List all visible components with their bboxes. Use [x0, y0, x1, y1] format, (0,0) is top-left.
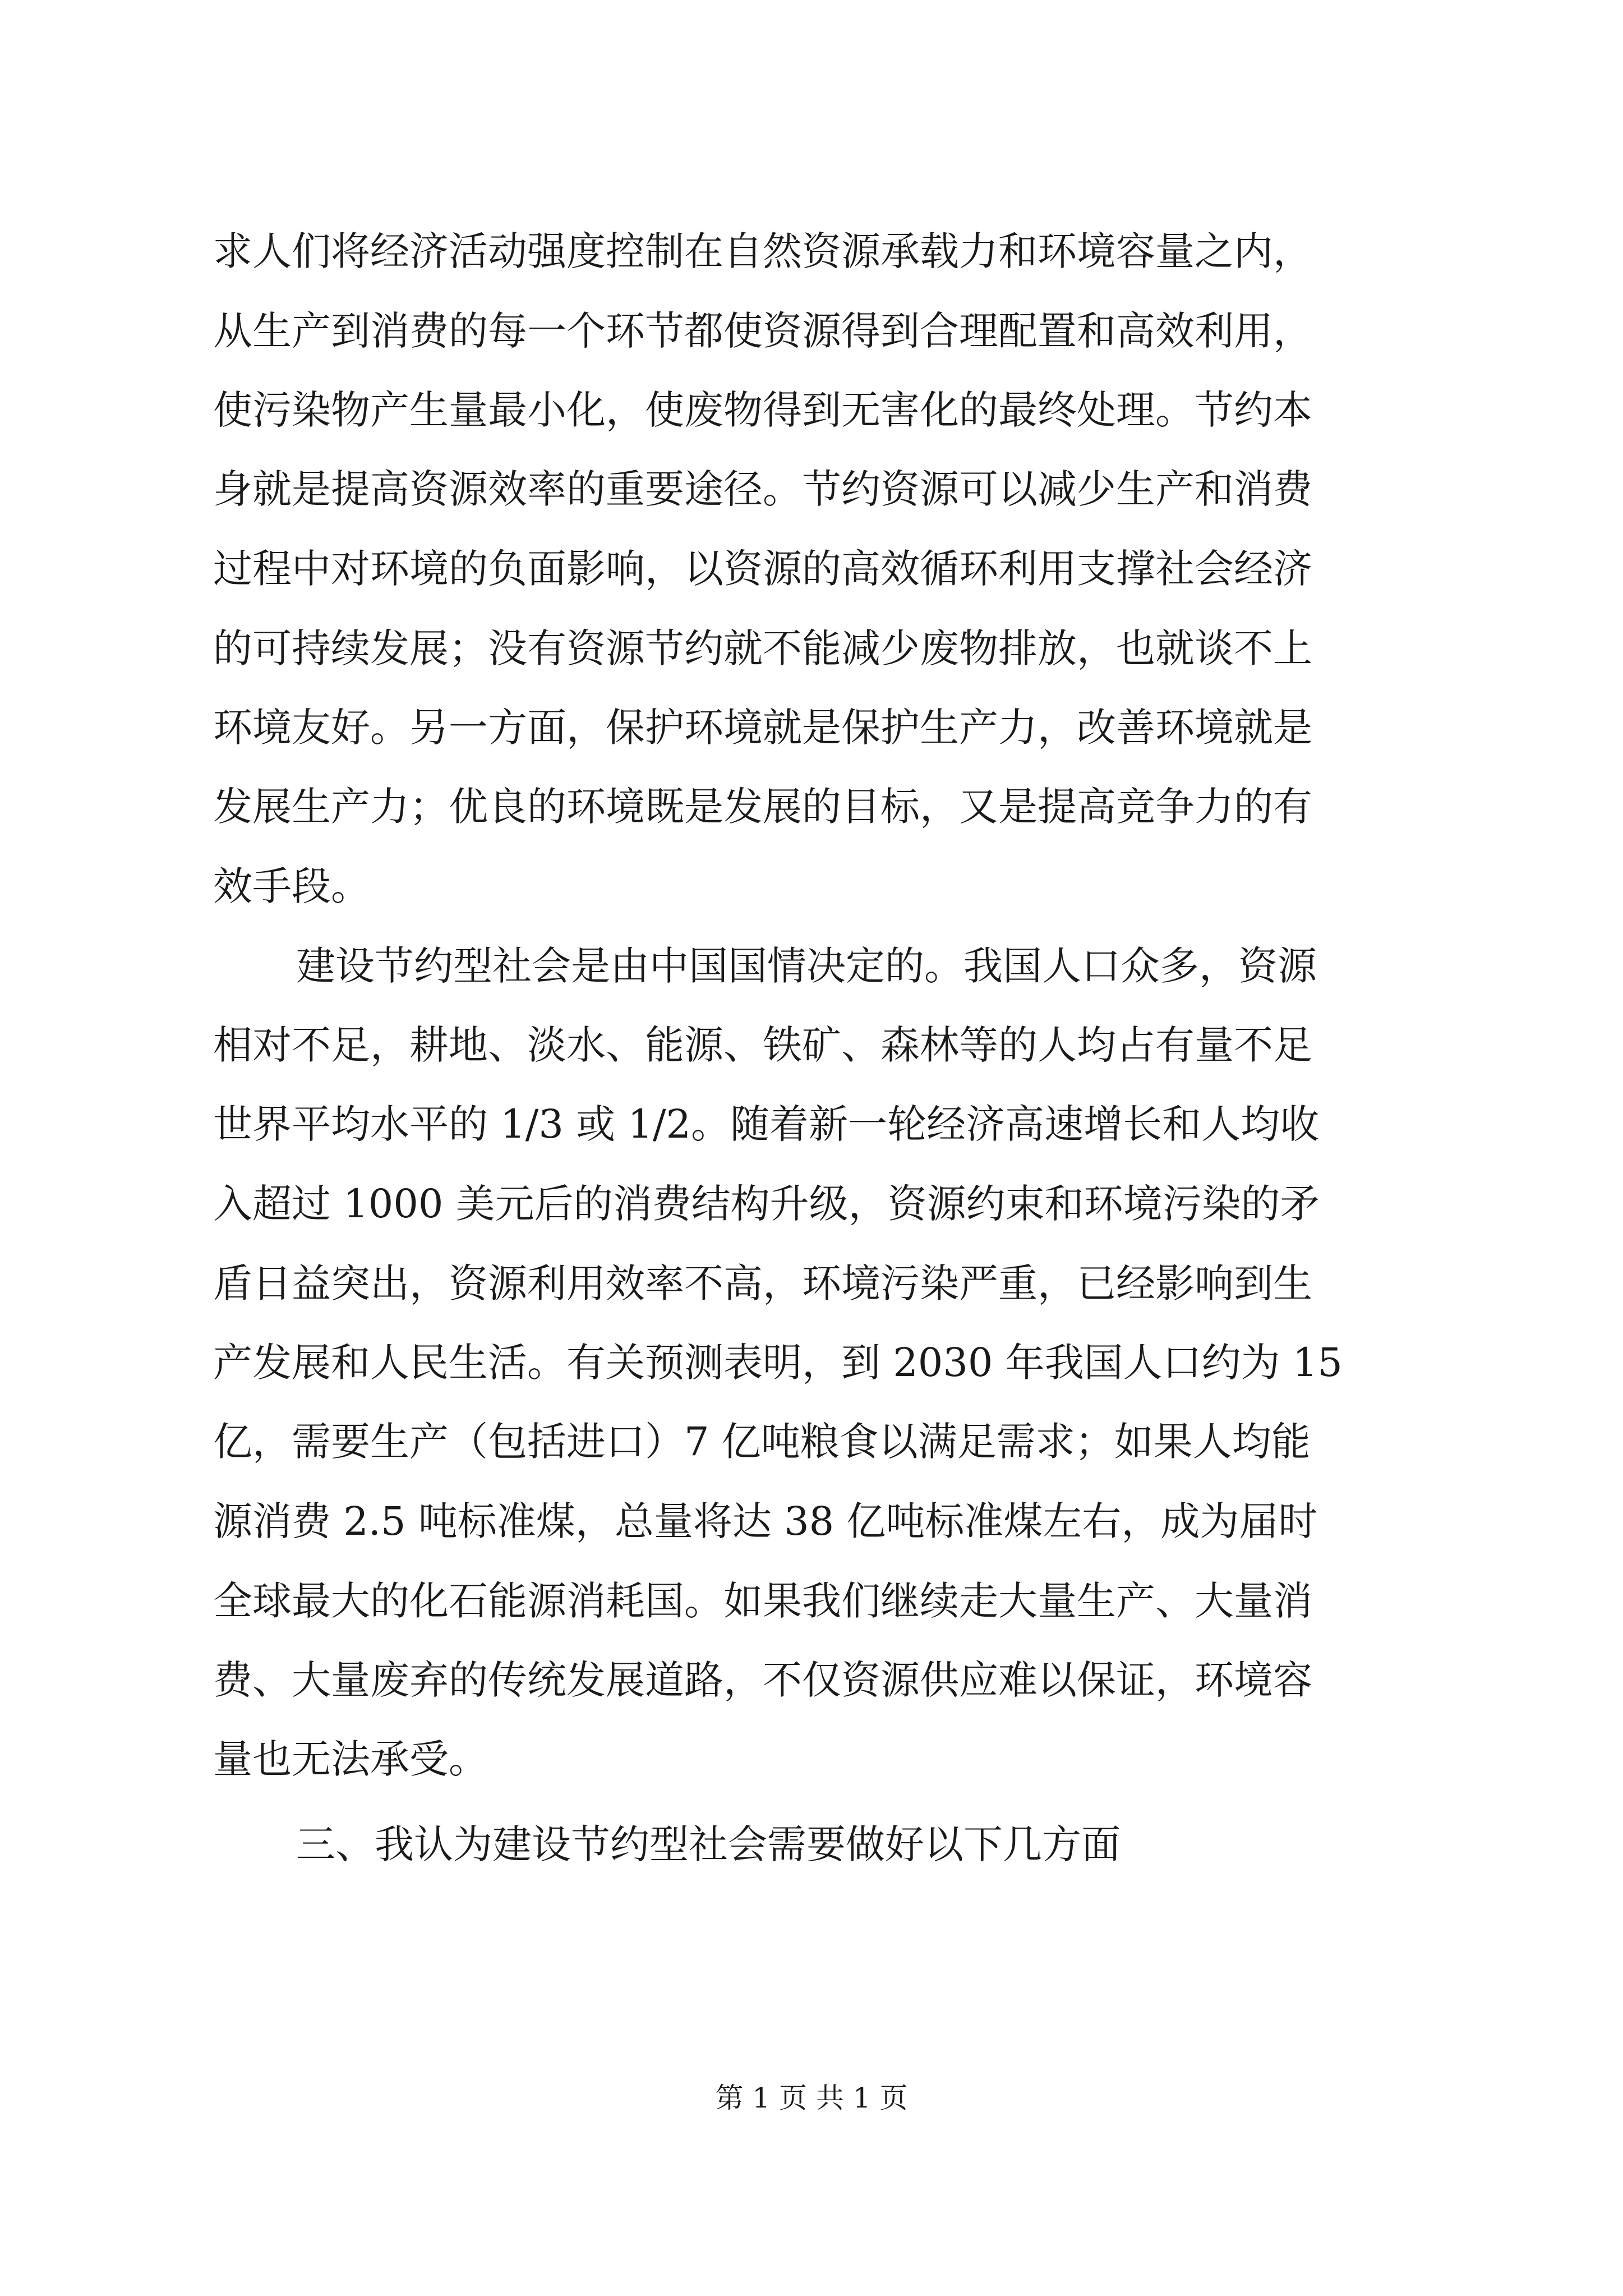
- section-heading: 三、我认为建设节约型社会需要做好以下几方面: [296, 1821, 1121, 1867]
- paragraph-line: 源消费 2.5 吨标准煤，总量将达 38 亿吨标准煤左右，成为届时: [213, 1498, 1318, 1544]
- paragraph-line: 从生产到消费的每一个环节都使资源得到合理配置和高效利用，: [213, 308, 1312, 354]
- paragraph-line: 费、大量废弃的传统发展道路，不仅资源供应难以保证，环境容: [213, 1657, 1312, 1703]
- paragraph-line: 求人们将经济活动强度控制在自然资源承载力和环境容量之内，: [213, 228, 1312, 274]
- paragraph-line: 发展生产力；优良的环境既是发展的目标，又是提高竞争力的有: [213, 784, 1312, 830]
- paragraph-line: 环境友好。另一方面，保护环境就是保护生产力，改善环境就是: [213, 705, 1312, 751]
- paragraph-line: 量也无法承受。: [213, 1736, 488, 1782]
- page-number-footer: 第 1 页 共 1 页: [715, 2082, 908, 2114]
- paragraph-line: 过程中对环境的负面影响，以资源的高效循环利用支撑社会经济: [213, 546, 1312, 592]
- paragraph-line: 建设节约型社会是由中国国情决定的。我国人口众多，资源: [296, 943, 1317, 989]
- paragraph-line: 的可持续发展；没有资源节约就不能减少废物排放，也就谈不上: [213, 625, 1312, 671]
- paragraph-line: 世界平均水平的 1/3 或 1/2。随着新一轮经济高速增长和人均收: [213, 1101, 1320, 1147]
- paragraph-line: 效手段。: [213, 863, 370, 909]
- paragraph-line: 盾日益突出，资源利用效率不高，环境污染严重，已经影响到生: [213, 1260, 1312, 1306]
- paragraph-line: 全球最大的化石能源消耗国。如果我们继续走大量生产、大量消: [213, 1578, 1312, 1624]
- paragraph-line: 亿，需要生产（包括进口）7 亿吨粮食以满足需求；如果人均能: [213, 1419, 1311, 1465]
- paragraph-line: 使污染物产生量最小化，使废物得到无害化的最终处理。节约本: [213, 387, 1312, 433]
- paragraph-line: 身就是提高资源效率的重要途径。节约资源可以减少生产和消费: [213, 466, 1312, 512]
- paragraph-line: 产发展和人民生活。有关预测表明，到 2030 年我国人口约为 15: [213, 1340, 1343, 1386]
- paragraph-line: 入超过 1000 美元后的消费结构升级，资源约束和环境污染的矛: [213, 1181, 1320, 1227]
- paragraph-line: 相对不足，耕地、淡水、能源、铁矿、森林等的人均占有量不足: [213, 1022, 1312, 1068]
